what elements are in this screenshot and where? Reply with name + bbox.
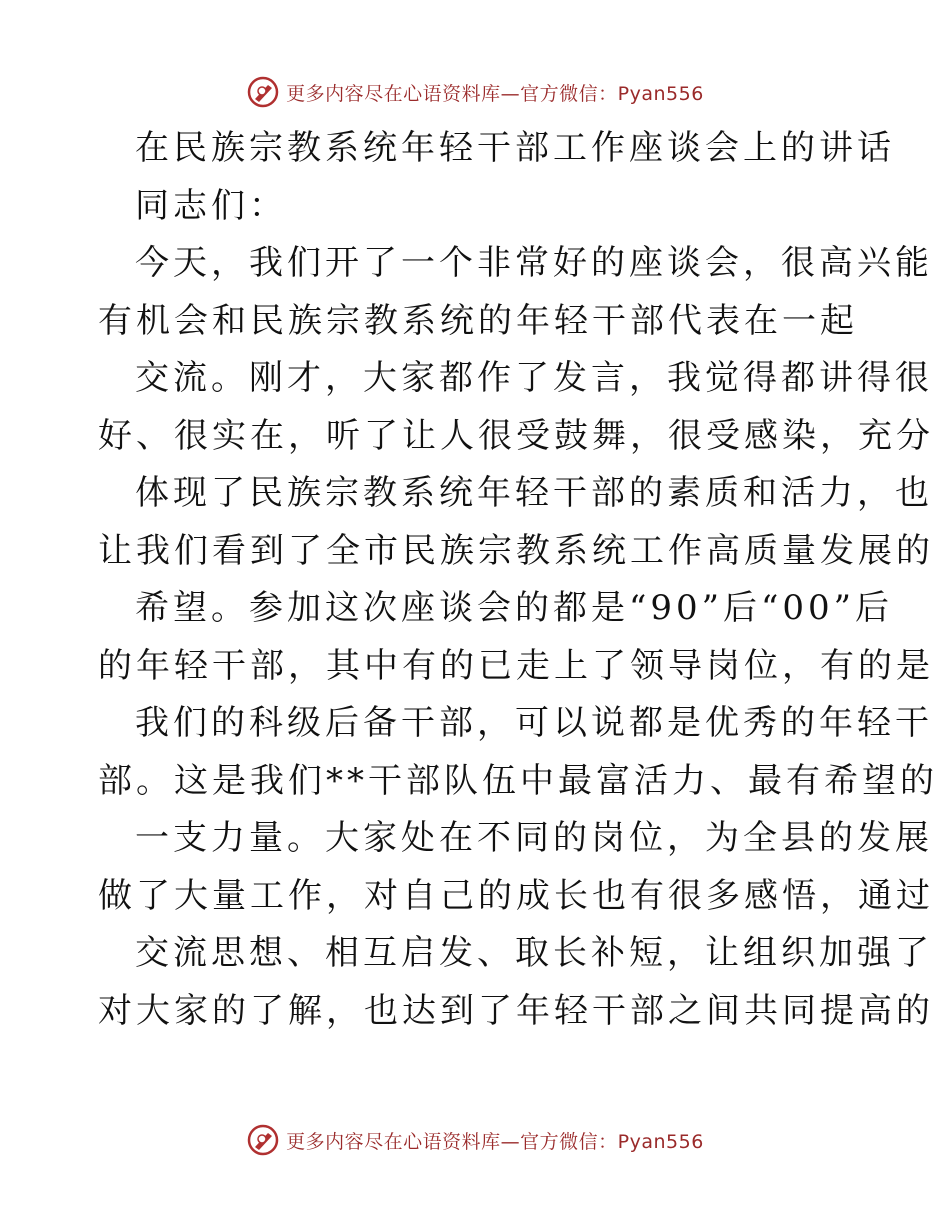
paragraph-line: 交流思想、相互启发、取长补短，让组织加强了	[135, 933, 933, 973]
watermark-text: 更多内容尽在心语资料库—官方微信：Pyan556	[286, 1130, 704, 1153]
watermark-text: 更多内容尽在心语资料库—官方微信：Pyan556	[286, 82, 704, 105]
header-watermark	[0, 72, 950, 112]
paragraph-line: 体现了民族宗教系统年轻干部的素质和活力，也	[135, 473, 933, 513]
paragraph-line: 希望。参加这次座谈会的都是“90”后“00”后	[135, 588, 894, 628]
rose-pen-icon	[246, 75, 280, 109]
salutation: 同志们：	[135, 185, 287, 226]
document-title: 在民族宗教系统年轻干部工作座谈会上的讲话	[135, 128, 895, 168]
paragraph-line: 好、很实在，听了让人很受鼓舞，很受感染，充分	[98, 415, 934, 456]
paragraph-line: 让我们看到了全市民族宗教系统工作高质量发展的	[98, 530, 934, 571]
paragraph-line: 我们的科级后备干部，可以说都是优秀的年轻干	[135, 703, 933, 743]
paragraph-line: 交流。刚才，大家都作了发言，我觉得都讲得很	[135, 358, 933, 398]
paragraph-line: 对大家的了解，也达到了年轻干部之间共同提高的	[98, 990, 934, 1031]
paragraph-line: 做了大量工作，对自己的成长也有很多感悟，通过	[98, 875, 934, 916]
footer-watermark	[0, 1120, 950, 1160]
paragraph-line: 一支力量。大家处在不同的岗位，为全县的发展	[135, 818, 933, 858]
rose-pen-icon	[246, 1123, 280, 1157]
paragraph-line: 部。这是我们**干部队伍中最富活力、最有希望的	[98, 760, 938, 801]
paragraph-line: 有机会和民族宗教系统的年轻干部代表在一起	[98, 300, 858, 341]
paragraph-line: 的年轻干部，其中有的已走上了领导岗位，有的是	[98, 645, 934, 686]
paragraph-line: 今天，我们开了一个非常好的座谈会，很高兴能	[135, 243, 933, 283]
